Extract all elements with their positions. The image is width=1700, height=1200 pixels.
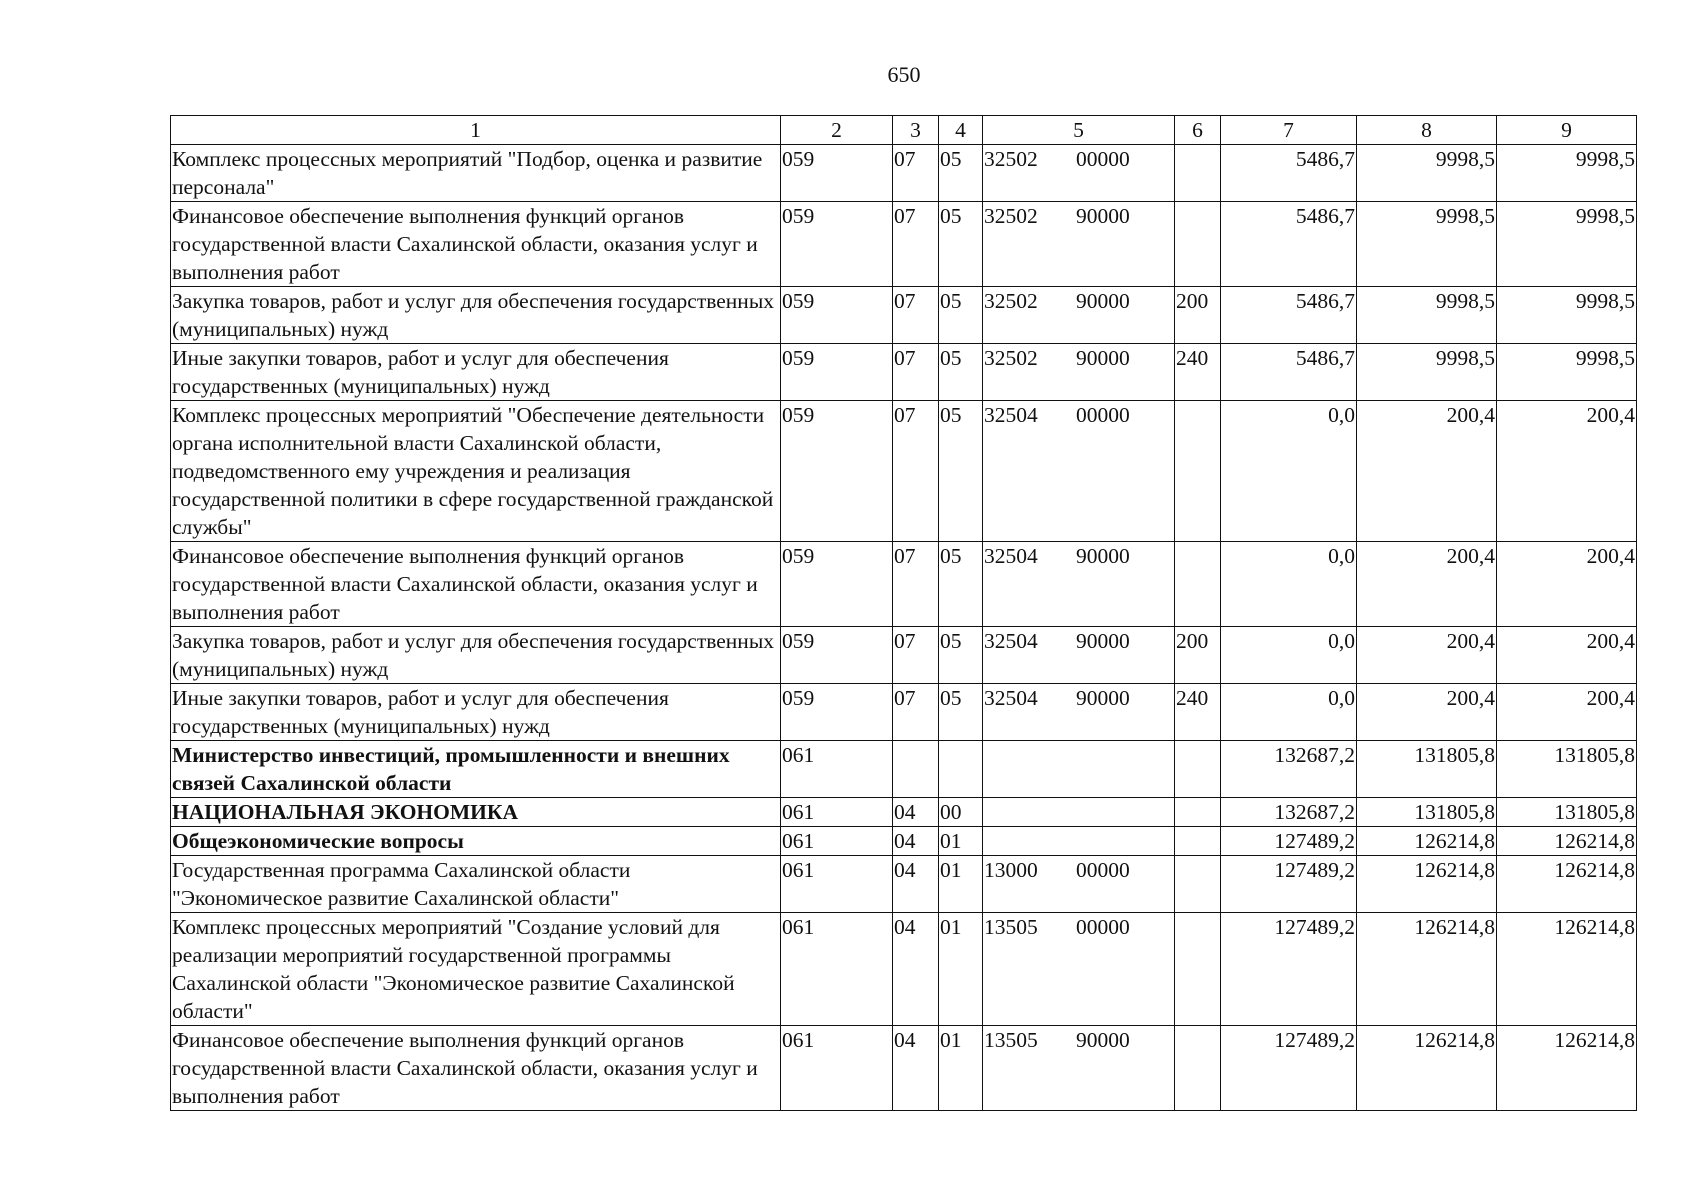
table-row [171, 401, 1637, 542]
expense-type-cell: 240 [1175, 684, 1221, 741]
expense-type-cell [1175, 827, 1221, 856]
header-cell: 6 [1175, 116, 1221, 145]
subsection-code-cell: 05 [939, 202, 983, 287]
table-row [171, 1026, 1637, 1111]
amount-col9-cell: 200,4 [1497, 684, 1637, 741]
table-row [171, 913, 1637, 1026]
section-code-cell: 07 [893, 401, 939, 542]
subsection-code-cell: 01 [939, 913, 983, 1026]
section-code-cell: 04 [893, 856, 939, 913]
expense-type-cell [1175, 401, 1221, 542]
section-code-cell: 07 [893, 202, 939, 287]
table-row [171, 827, 1637, 856]
program-code-part2: 90000 [1076, 629, 1130, 653]
ministry-code-cell: 061 [781, 827, 893, 856]
expense-type-cell [1175, 856, 1221, 913]
ministry-code-cell: 061 [781, 856, 893, 913]
program-code-part1: 32502 [984, 147, 1038, 171]
table-row [171, 542, 1637, 627]
amount-col8-cell: 9998,5 [1357, 202, 1497, 287]
amount-col9-cell: 9998,5 [1497, 202, 1637, 287]
header-cell: 9 [1497, 116, 1637, 145]
amount-col8-cell: 126214,8 [1357, 856, 1497, 913]
amount-col8-cell: 126214,8 [1357, 913, 1497, 1026]
program-code-cell [983, 798, 1175, 827]
subsection-code-cell: 01 [939, 1026, 983, 1111]
amount-col8-cell: 126214,8 [1357, 1026, 1497, 1111]
amount-col8-cell: 200,4 [1357, 627, 1497, 684]
section-code-cell: 07 [893, 344, 939, 401]
ministry-code-cell: 061 [781, 1026, 893, 1111]
amount-col7-cell: 127489,2 [1221, 913, 1357, 1026]
header-row [171, 116, 1637, 145]
table-row [171, 145, 1637, 202]
row-name-cell: Финансовое обеспечение выполнения функций органов государственной власти Сахалинской области, оказания услуг и выполнения работ [171, 202, 781, 287]
program-code-cell [983, 913, 1175, 1026]
table-row [171, 627, 1637, 684]
program-code-part1: 13000 [984, 858, 1038, 882]
section-code-cell: 04 [893, 913, 939, 1026]
program-code-part2: 90000 [1076, 686, 1130, 710]
header-cell: 1 [171, 116, 781, 145]
table-row [171, 684, 1637, 741]
section-code-cell: 04 [893, 827, 939, 856]
amount-col9-cell: 200,4 [1497, 627, 1637, 684]
ministry-code-cell: 059 [781, 344, 893, 401]
ministry-code-cell: 059 [781, 401, 893, 542]
subsection-code-cell: 05 [939, 344, 983, 401]
expense-type-cell [1175, 145, 1221, 202]
expense-type-cell: 240 [1175, 344, 1221, 401]
expense-type-cell [1175, 1026, 1221, 1111]
program-code-cell [983, 344, 1175, 401]
table-body [171, 145, 1637, 1111]
amount-col8-cell: 126214,8 [1357, 827, 1497, 856]
program-code-part2: 90000 [1076, 346, 1130, 370]
expense-type-cell: 200 [1175, 287, 1221, 344]
row-name-cell: Комплекс процессных мероприятий "Обеспечение деятельности органа исполнительной власти Сахалинской области, подведомственного ему учреждения и реализация государственной политики в сфере государственной гражданской службы" [171, 401, 781, 542]
amount-col9-cell: 126214,8 [1497, 913, 1637, 1026]
amount-col7-cell: 127489,2 [1221, 856, 1357, 913]
section-code-cell [893, 741, 939, 798]
program-code-cell [983, 827, 1175, 856]
section-code-cell: 04 [893, 1026, 939, 1111]
amount-col8-cell: 9998,5 [1357, 145, 1497, 202]
amount-col9-cell: 126214,8 [1497, 827, 1637, 856]
amount-col9-cell: 126214,8 [1497, 856, 1637, 913]
program-code-part2: 00000 [1076, 403, 1130, 427]
header-cell: 8 [1357, 116, 1497, 145]
header-cell: 5 [983, 116, 1175, 145]
program-code-part1: 32502 [984, 289, 1038, 313]
subsection-code-cell: 00 [939, 798, 983, 827]
subsection-code-cell: 01 [939, 856, 983, 913]
table-row [171, 856, 1637, 913]
program-code-part2: 90000 [1076, 289, 1130, 313]
program-code-part2: 00000 [1076, 147, 1130, 171]
amount-col7-cell: 5486,7 [1221, 145, 1357, 202]
program-code-part1: 13505 [984, 1028, 1038, 1052]
ministry-code-cell: 061 [781, 741, 893, 798]
amount-col7-cell: 5486,7 [1221, 202, 1357, 287]
program-code-cell [983, 401, 1175, 542]
program-code-cell [983, 145, 1175, 202]
row-name-cell: Комплекс процессных мероприятий "Подбор, оценка и развитие персонала" [171, 145, 781, 202]
expense-type-cell [1175, 741, 1221, 798]
amount-col7-cell: 5486,7 [1221, 344, 1357, 401]
program-code-part1: 32502 [984, 204, 1038, 228]
section-code-cell: 07 [893, 287, 939, 344]
program-code-part1: 32504 [984, 686, 1038, 710]
program-code-part2: 90000 [1076, 204, 1130, 228]
subsection-code-cell: 05 [939, 684, 983, 741]
row-name-cell: Финансовое обеспечение выполнения функций органов государственной власти Сахалинской области, оказания услуг и выполнения работ [171, 542, 781, 627]
subsection-code-cell: 05 [939, 401, 983, 542]
table-row [171, 344, 1637, 401]
program-code-part1: 32504 [984, 403, 1038, 427]
program-code-part2: 00000 [1076, 915, 1130, 939]
amount-col9-cell: 9998,5 [1497, 344, 1637, 401]
amount-col8-cell: 131805,8 [1357, 798, 1497, 827]
expense-type-cell [1175, 798, 1221, 827]
row-name-cell: Иные закупки товаров, работ и услуг для обеспечения государственных (муниципальных) нужд [171, 344, 781, 401]
expense-type-cell [1175, 913, 1221, 1026]
amount-col9-cell: 131805,8 [1497, 741, 1637, 798]
program-code-cell [983, 684, 1175, 741]
amount-col9-cell: 200,4 [1497, 401, 1637, 542]
amount-col7-cell: 0,0 [1221, 684, 1357, 741]
row-name-cell: Финансовое обеспечение выполнения функций органов государственной власти Сахалинской области, оказания услуг и выполнения работ [171, 1026, 781, 1111]
ministry-code-cell: 059 [781, 287, 893, 344]
program-code-part1: 32504 [984, 544, 1038, 568]
program-code-cell [983, 542, 1175, 627]
amount-col9-cell: 200,4 [1497, 542, 1637, 627]
program-code-part1: 13505 [984, 915, 1038, 939]
table-row [171, 287, 1637, 344]
subsection-code-cell: 05 [939, 287, 983, 344]
row-name-cell: Министерство инвестиций, промышленности и внешних связей Сахалинской области [171, 741, 781, 798]
program-code-cell [983, 1026, 1175, 1111]
amount-col8-cell: 200,4 [1357, 401, 1497, 542]
header-cell: 2 [781, 116, 893, 145]
ministry-code-cell: 059 [781, 145, 893, 202]
row-name-cell: Комплекс процессных мероприятий "Создание условий для реализации мероприятий государственной программы Сахалинской области "Экономическое развитие Сахалинской области" [171, 913, 781, 1026]
program-code-part2: 00000 [1076, 858, 1130, 882]
program-code-part1: 32502 [984, 346, 1038, 370]
ministry-code-cell: 061 [781, 798, 893, 827]
subsection-code-cell: 05 [939, 145, 983, 202]
program-code-cell [983, 856, 1175, 913]
ministry-code-cell: 059 [781, 202, 893, 287]
program-code-cell [983, 741, 1175, 798]
amount-col8-cell: 131805,8 [1357, 741, 1497, 798]
amount-col7-cell: 132687,2 [1221, 798, 1357, 827]
amount-col7-cell: 127489,2 [1221, 1026, 1357, 1111]
ministry-code-cell: 061 [781, 913, 893, 1026]
amount-col9-cell: 9998,5 [1497, 145, 1637, 202]
ministry-code-cell: 059 [781, 684, 893, 741]
table-row [171, 798, 1637, 827]
amount-col8-cell: 200,4 [1357, 684, 1497, 741]
row-name-cell: Закупка товаров, работ и услуг для обеспечения государственных (муниципальных) нужд [171, 627, 781, 684]
expense-type-cell: 200 [1175, 627, 1221, 684]
amount-col7-cell: 127489,2 [1221, 827, 1357, 856]
table-row [171, 741, 1637, 798]
program-code-part2: 90000 [1076, 544, 1130, 568]
row-name-cell: Закупка товаров, работ и услуг для обеспечения государственных (муниципальных) нужд [171, 287, 781, 344]
program-code-part1: 32504 [984, 629, 1038, 653]
section-code-cell: 07 [893, 542, 939, 627]
amount-col7-cell: 0,0 [1221, 401, 1357, 542]
header-cell: 4 [939, 116, 983, 145]
row-name-cell: Иные закупки товаров, работ и услуг для обеспечения государственных (муниципальных) нужд [171, 684, 781, 741]
budget-table [170, 115, 1637, 1111]
row-name-cell: Государственная программа Сахалинской области "Экономическое развитие Сахалинской области" [171, 856, 781, 913]
amount-col8-cell: 9998,5 [1357, 287, 1497, 344]
amount-col8-cell: 200,4 [1357, 542, 1497, 627]
subsection-code-cell [939, 741, 983, 798]
section-code-cell: 07 [893, 627, 939, 684]
subsection-code-cell: 01 [939, 827, 983, 856]
header-cell: 3 [893, 116, 939, 145]
amount-col7-cell: 5486,7 [1221, 287, 1357, 344]
section-code-cell: 07 [893, 684, 939, 741]
subsection-code-cell: 05 [939, 542, 983, 627]
amount-col7-cell: 0,0 [1221, 627, 1357, 684]
ministry-code-cell: 059 [781, 627, 893, 684]
program-code-part2: 90000 [1076, 1028, 1130, 1052]
page-number: 650 [887, 62, 921, 87]
row-name-cell: НАЦИОНАЛЬНАЯ ЭКОНОМИКА [171, 798, 781, 827]
amount-col9-cell: 126214,8 [1497, 1026, 1637, 1111]
program-code-cell [983, 627, 1175, 684]
amount-col7-cell: 132687,2 [1221, 741, 1357, 798]
row-name-cell: Общеэкономические вопросы [171, 827, 781, 856]
amount-col9-cell: 9998,5 [1497, 287, 1637, 344]
subsection-code-cell: 05 [939, 627, 983, 684]
amount-col8-cell: 9998,5 [1357, 344, 1497, 401]
header-cell: 7 [1221, 116, 1357, 145]
expense-type-cell [1175, 542, 1221, 627]
table-row [171, 202, 1637, 287]
ministry-code-cell: 059 [781, 542, 893, 627]
section-code-cell: 04 [893, 798, 939, 827]
expense-type-cell [1175, 202, 1221, 287]
amount-col7-cell: 0,0 [1221, 542, 1357, 627]
amount-col9-cell: 131805,8 [1497, 798, 1637, 827]
section-code-cell: 07 [893, 145, 939, 202]
program-code-cell [983, 287, 1175, 344]
program-code-cell [983, 202, 1175, 287]
